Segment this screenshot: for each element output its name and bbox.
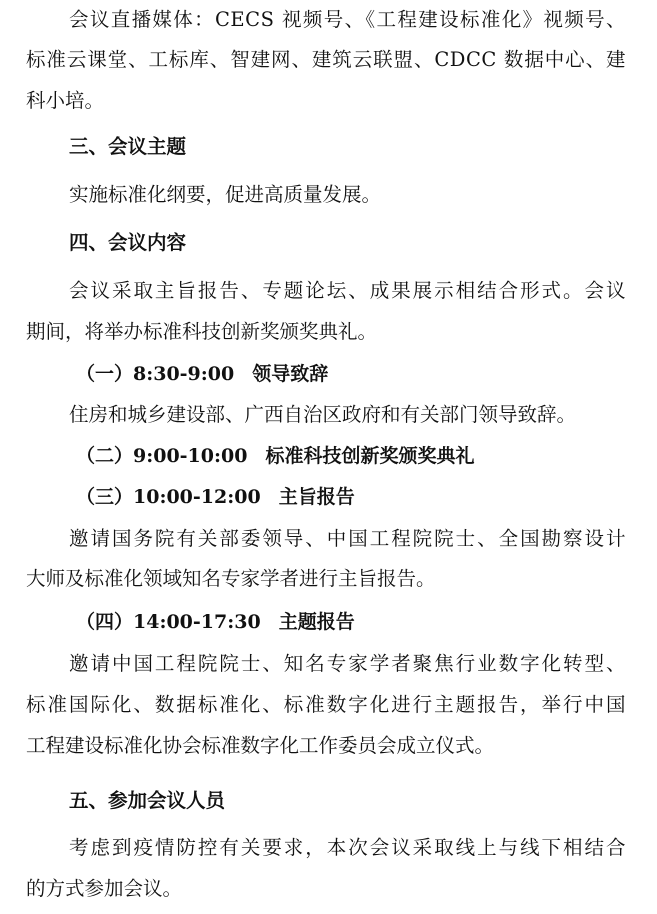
media-paragraph-line-3: 科小培。 [26,89,105,112]
agenda-item-3-body-line-2: 大师及标准化领域知名专家学者进行主旨报告。 [26,567,436,590]
section-4-heading: 四、会议内容 [69,231,187,254]
section-3-body: 实施标准化纲要，促进高质量发展。 [69,183,382,206]
media-paragraph-line-1: 会议直播媒体：CECS 视频号、《工程建设标准化》视频号、 [69,8,626,31]
agenda-item-3-title: 主旨报告 [278,486,355,508]
agenda-item-3-heading [76,485,355,509]
agenda-item-4-title: 主题报告 [278,611,355,633]
agenda-item-4-body-line-1: 邀请中国工程院院士、知名专家学者聚焦行业数字化转型、 [69,652,626,675]
agenda-item-1-title: 领导致辞 [252,363,329,385]
agenda-item-1-body: 住房和城乡建设部、广西自治区政府和有关部门领导致辞。 [69,403,577,426]
agenda-item-4-body-line-3: 工程建设标准化协会标准数字化工作委员会成立仪式。 [26,734,495,757]
agenda-item-1-time: （一）8:30-9:00 [76,363,235,385]
section-4-intro-line-2: 期间，将举办标准科技创新奖颁奖典礼。 [26,320,378,343]
section-4-intro-line-1: 会议采取主旨报告、专题论坛、成果展示相结合形式。会议 [69,279,626,302]
agenda-item-3-time: （三）10:00-12:00 [76,486,261,508]
agenda-item-3-body-line-1: 邀请国务院有关部委领导、中国工程院院士、全国勘察设计 [69,527,626,550]
agenda-item-2-title: 标准科技创新奖颁奖典礼 [265,445,475,467]
agenda-item-4-heading [76,610,355,634]
section-3-heading: 三、会议主题 [69,135,187,158]
agenda-item-2-heading [76,444,474,468]
section-5-heading: 五、参加会议人员 [69,789,226,812]
section-5-body-line-2: 的方式参加会议。 [26,877,183,900]
media-paragraph-line-2: 标准云课堂、工标库、智建网、建筑云联盟、CDCC 数据中心、建 [26,48,626,71]
agenda-item-4-time: （四）14:00-17:30 [76,611,261,633]
agenda-item-2-time: （二）9:00-10:00 [76,445,248,467]
section-5-body-line-1: 考虑到疫情防控有关要求，本次会议采取线上与线下相结合 [69,836,626,859]
agenda-item-4-body-line-2: 标准国际化、数据标准化、标准数字化进行主题报告，举行中国 [26,693,626,716]
agenda-item-1-heading [76,362,328,386]
